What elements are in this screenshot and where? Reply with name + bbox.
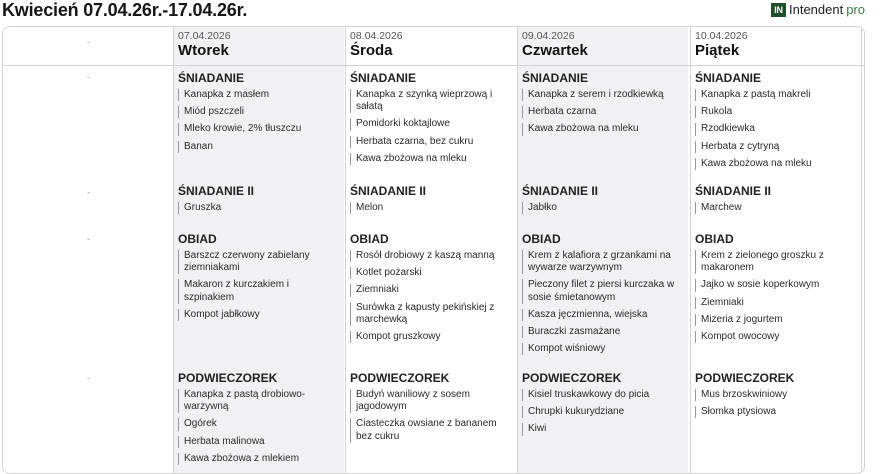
meal-item: Kompot wiśniowy: [522, 343, 682, 355]
meal-block: [350, 232, 510, 348]
meal-item: Kanapka z szynką wieprzową i sałatą: [350, 89, 510, 113]
meal-item: Mizeria z jogurtem: [695, 314, 855, 326]
meal-label: ŚNIADANIE II: [522, 184, 599, 198]
meal-label: ŚNIADANIE: [695, 71, 762, 85]
logo-text-pro: pro: [846, 2, 865, 17]
meal-item: Kompot gruszkowy: [350, 331, 510, 343]
day-date: 08.04.2026: [350, 30, 403, 42]
meal-item: Kisiel truskawkowy do picia: [522, 389, 682, 401]
meal-block: [350, 184, 510, 219]
meal-item: Słomka ptysiowa: [695, 406, 855, 418]
logo-text-intendent: Intendent: [788, 2, 844, 17]
meal-item: Kawa zbożowa na mleku: [695, 158, 855, 170]
meal-block: [522, 371, 682, 441]
meal-item: Kanapka z pastą drobiowo-warzywną: [178, 389, 338, 413]
meal-item: Ziemniaki: [350, 284, 510, 296]
meal-block: [695, 232, 855, 348]
day-name: Czwartek: [522, 42, 588, 59]
meal-block: [350, 371, 510, 448]
meal-block: [178, 71, 338, 158]
meal-label: PODWIECZOREK: [522, 371, 622, 385]
column-divider: [345, 27, 346, 473]
meal-label: ŚNIADANIE II: [695, 184, 772, 198]
meal-label: OBIAD: [695, 232, 734, 246]
meal-item: Marchew: [695, 202, 855, 214]
meal-item: Rosół drobiowy z kaszą manną: [350, 250, 510, 262]
meal-item: Herbata czarna, bez cukru: [350, 136, 510, 148]
day-date: 07.04.2026: [178, 30, 231, 42]
meal-block: [178, 371, 338, 470]
logo-icon: IN: [771, 3, 786, 17]
meal-label: ŚNIADANIE II: [178, 184, 255, 198]
meal-item: Krem z zielonego groszku z makaronem: [695, 250, 855, 274]
menu-table: [2, 26, 865, 474]
meal-item: Budyń waniliowy z sosem jagodowym: [350, 389, 510, 413]
meal-block: [522, 71, 682, 141]
header-divider: [3, 65, 864, 66]
day-date: 10.04.2026: [695, 30, 748, 42]
meal-item: Kawa zbożowa na mleku: [350, 153, 510, 165]
meal-item: Rukola: [695, 106, 855, 118]
row-marker: -: [87, 187, 90, 197]
meal-item: Jabłko: [522, 202, 682, 214]
meal-item: Mus brzoskwiniowy: [695, 389, 855, 401]
meal-item: Herbata z cytryną: [695, 141, 855, 153]
meal-label: PODWIECZOREK: [695, 371, 795, 385]
meal-item: Barszcz czerwony zabielany ziemniakami: [178, 250, 338, 274]
meal-label: OBIAD: [178, 232, 217, 246]
meal-item: Ciasteczka owsiane z bananem bez cukru: [350, 418, 510, 442]
meal-item: Kanapka z serem i rzodkiewką: [522, 89, 682, 101]
meal-item: Kanapka z pastą makreli: [695, 89, 855, 101]
meal-item: Chrupki kukurydziane: [522, 406, 682, 418]
meal-item: Banan: [178, 141, 338, 153]
meal-block: [178, 184, 338, 219]
row-marker: -: [87, 37, 90, 47]
meal-item: Mleko krowie, 2% tłuszczu: [178, 123, 338, 135]
meal-label: OBIAD: [522, 232, 561, 246]
meal-label: PODWIECZOREK: [350, 371, 450, 385]
row-marker: -: [87, 234, 90, 244]
meal-item: Kotlet pożarski: [350, 267, 510, 279]
meal-block: [522, 232, 682, 360]
intendentpro-logo[interactable]: [771, 2, 865, 17]
page-header: [0, 0, 883, 24]
column-divider: [173, 27, 174, 473]
day-date: 09.04.2026: [522, 30, 575, 42]
meal-label: ŚNIADANIE II: [350, 184, 427, 198]
meal-item: Krem z kalafiora z grzankami na wywarze warzywnym: [522, 250, 682, 274]
meal-block: [695, 71, 855, 175]
meal-item: Ogórek: [178, 418, 338, 430]
meal-item: Kanapka z masłem: [178, 89, 338, 101]
meal-item: Jajko w sosie koperkowym: [695, 279, 855, 291]
row-marker: -: [87, 72, 90, 82]
meal-block: [695, 371, 855, 423]
meal-item: Gruszka: [178, 202, 338, 214]
page-title: Kwiecień 07.04.26r.-17.04.26r.: [2, 0, 248, 20]
meal-item: Surówka z kapusty pekińskiej z marchewką: [350, 302, 510, 326]
row-marker: -: [87, 373, 90, 383]
meal-item: Kawa zbożowa z mlekiem: [178, 453, 338, 465]
column-divider: [517, 27, 518, 473]
meal-block: [178, 232, 338, 326]
meal-block: [522, 184, 682, 219]
meal-label: OBIAD: [350, 232, 389, 246]
day-name: Piątek: [695, 42, 740, 59]
meal-item: Herbata czarna: [522, 106, 682, 118]
meal-item: Pomidorki koktajlowe: [350, 118, 510, 130]
meal-item: Rzodkiewka: [695, 123, 855, 135]
meal-item: Miód pszczeli: [178, 106, 338, 118]
meal-label: ŚNIADANIE: [350, 71, 417, 85]
meal-item: Makaron z kurczakiem i szpinakiem: [178, 279, 338, 303]
meal-item: Ziemniaki: [695, 297, 855, 309]
day-name: Wtorek: [178, 42, 229, 59]
meal-label: ŚNIADANIE: [522, 71, 589, 85]
meal-label: ŚNIADANIE: [178, 71, 245, 85]
meal-block: [695, 184, 855, 219]
meal-item: Buraczki zasmażane: [522, 326, 682, 338]
meal-item: Kompot jabłkowy: [178, 309, 338, 321]
meal-block: [350, 71, 510, 170]
meal-item: Kawa zbożowa na mleku: [522, 123, 682, 135]
column-divider: [690, 27, 691, 473]
meal-item: Herbata malinowa: [178, 436, 338, 448]
meal-item: Kiwi: [522, 423, 682, 435]
meal-item: Pieczony filet z piersi kurczaka w sosie śmietanowym: [522, 279, 682, 303]
column-divider: [861, 27, 862, 473]
meal-item: Kompot owocowy: [695, 331, 855, 343]
day-name: Środa: [350, 42, 393, 59]
meal-item: Melon: [350, 202, 510, 214]
meal-item: Kasza jęczmienna, wiejska: [522, 309, 682, 321]
meal-label: PODWIECZOREK: [178, 371, 278, 385]
